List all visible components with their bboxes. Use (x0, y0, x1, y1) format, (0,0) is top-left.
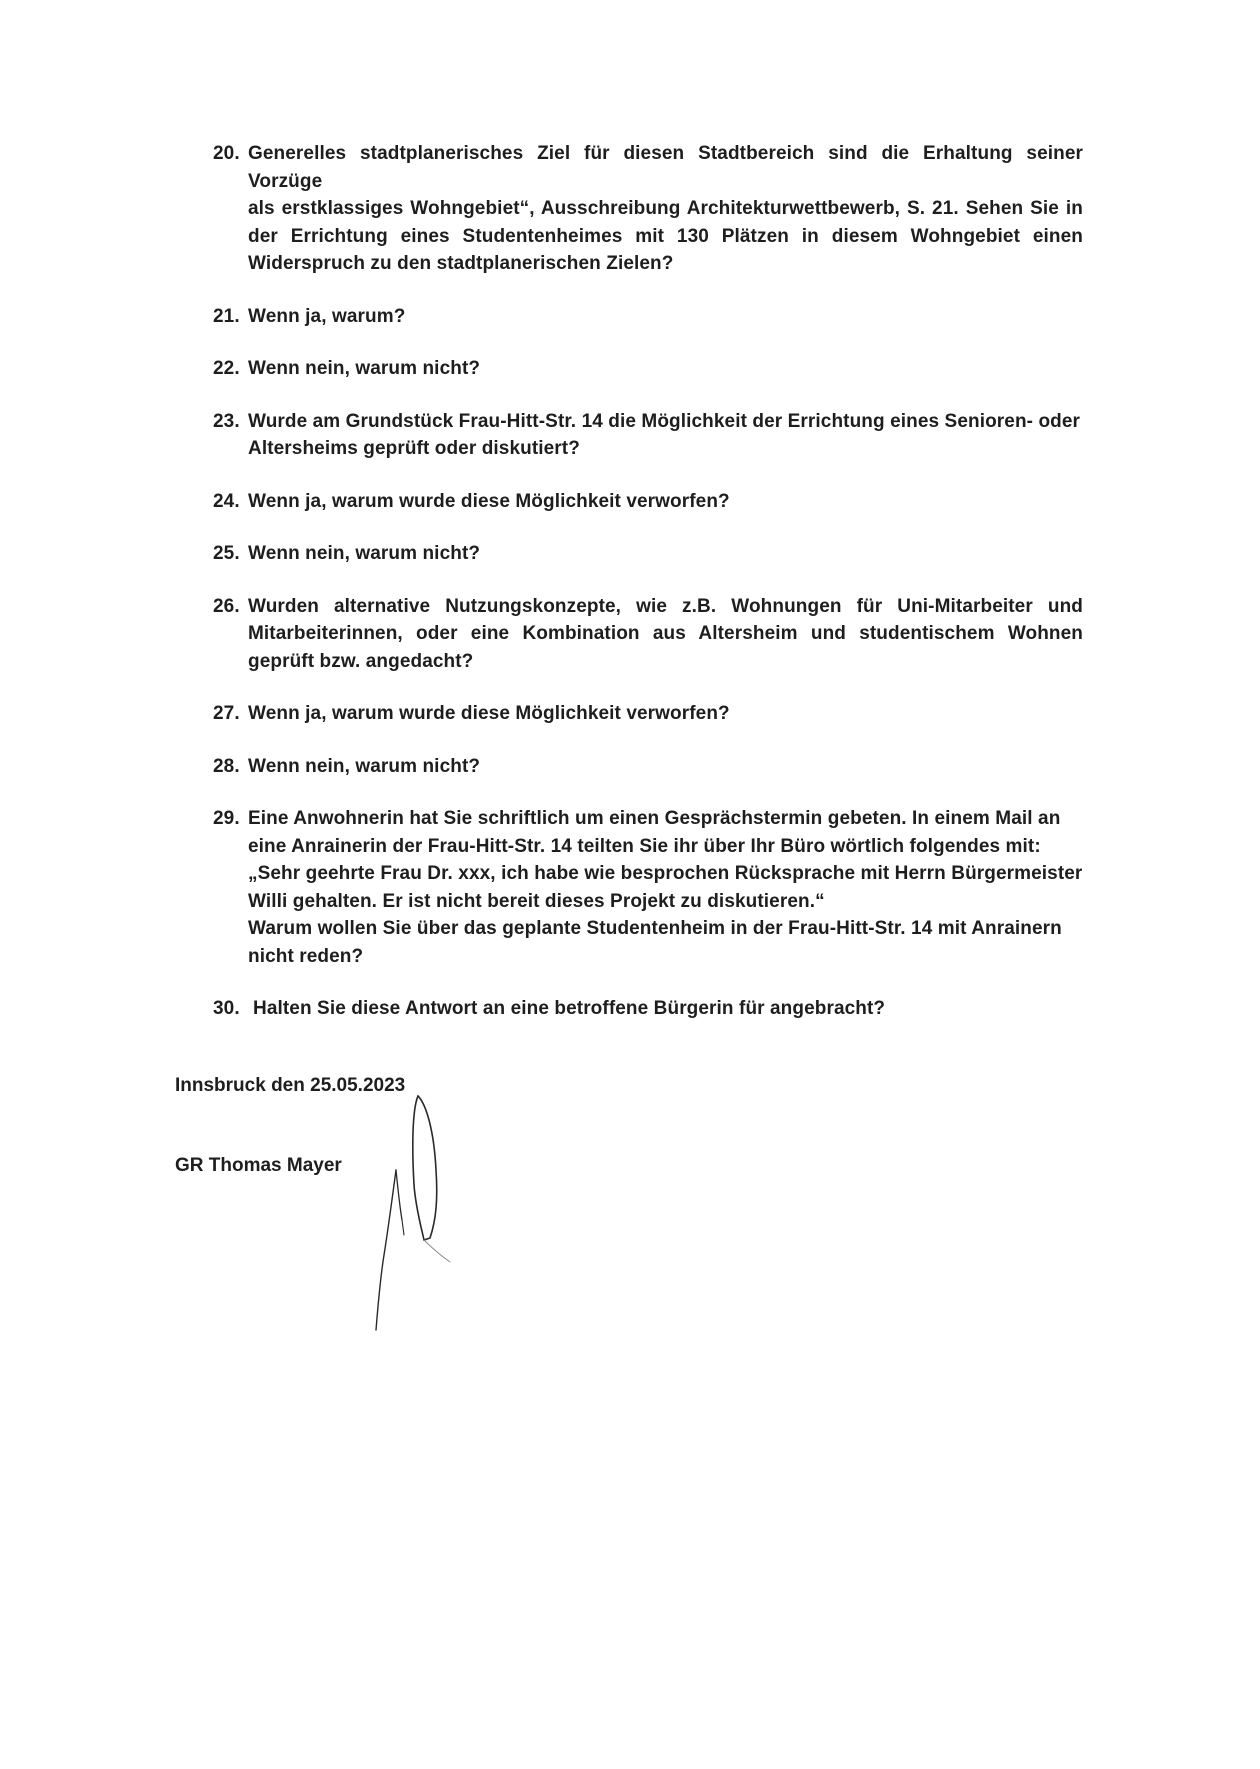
question-number: 25. (213, 543, 240, 564)
signature-stroke (376, 1170, 396, 1330)
question-text (248, 303, 1083, 331)
question-24 (213, 488, 1083, 516)
question-line: Eine Anwohnerin hat Sie schriftlich um einen Gesprächstermin gebeten. In einem Mail an (248, 808, 1061, 829)
question-line: Generelles stadtplanerisches Ziel für diesen Stadtbereich sind die Erhaltung seiner Vorzüge (248, 143, 1083, 192)
question-number: 30. (213, 998, 240, 1019)
question-30 (213, 995, 1083, 1023)
question-23 (213, 408, 1083, 463)
question-number: 29. (213, 808, 240, 829)
question-line: Willi gehalten. Er ist nicht bereit dieses Projekt zu diskutieren.“ (248, 890, 825, 912)
question-text (248, 700, 1083, 728)
signature-stroke (418, 1096, 437, 1240)
question-21 (213, 303, 1083, 331)
question-line: Wurde am Grundstück Frau-Hitt-Str. 14 die Möglichkeit der Errichtung eines Senioren- oder (248, 410, 1081, 432)
question-25 (213, 540, 1083, 568)
question-29 (213, 805, 1083, 970)
question-text (248, 753, 1083, 781)
question-line: Halten Sie diese Antwort an eine betroffene Bürgerin für angebracht? (253, 998, 886, 1019)
question-26 (213, 593, 1083, 676)
question-number: 27. (213, 703, 240, 724)
question-text (248, 805, 1083, 970)
question-line: Wenn ja, warum wurde diese Möglichkeit verworfen? (248, 490, 730, 512)
question-number: 21. (213, 305, 240, 327)
question-line: Wenn ja, warum? (248, 305, 406, 327)
signature-stroke (413, 1096, 424, 1240)
question-list (213, 140, 1083, 1048)
question-line: „Sehr geehrte Frau Dr. xxx, ich habe wie besprochen Rücksprache mit Herrn Bürgermeister (248, 863, 1083, 884)
question-line: Wenn nein, warum nicht? (248, 755, 481, 777)
question-line: Altersheims geprüft oder diskutiert? (248, 438, 580, 459)
question-number: 24. (213, 490, 240, 512)
question-number: 20. (213, 143, 240, 164)
question-number: 28. (213, 755, 240, 777)
question-line: Wenn nein, warum nicht? (248, 543, 481, 564)
signature-stroke (402, 1220, 404, 1235)
question-28 (213, 753, 1083, 781)
handwritten-signature (360, 1090, 480, 1340)
place-date: Innsbruck den 25.05.2023 (175, 1075, 406, 1096)
question-line: Widerspruch zu den stadtplanerischen Zielen? (248, 253, 674, 274)
signature-stroke (424, 1240, 450, 1262)
question-line: Wurden alternative Nutzungskonzepte, wie z.B. Wohnungen für Uni-Mitarbeiter und (248, 595, 1083, 617)
question-text (253, 995, 1083, 1023)
question-number: 26. (213, 595, 240, 617)
question-line: der Errichtung eines Studentenheimes mit 130 Plätzen in diesem Wohngebiet einen (248, 225, 1083, 247)
question-line: als erstklassiges Wohngebiet“, Ausschreibung Architekturwettbewerb, S. 21. Sehen Sie in (248, 198, 1083, 219)
question-number: 23. (213, 410, 240, 432)
question-line: Wenn ja, warum wurde diese Möglichkeit verworfen? (248, 703, 730, 724)
question-27 (213, 700, 1083, 728)
signature-stroke (396, 1170, 402, 1220)
question-text (248, 593, 1083, 676)
signatory-name: GR Thomas Mayer (175, 1155, 342, 1176)
question-line: Wenn nein, warum nicht? (248, 358, 481, 379)
question-22 (213, 355, 1083, 383)
question-text (248, 408, 1083, 463)
question-text (248, 488, 1083, 516)
question-line: Mitarbeiterinnen, oder eine Kombination aus Altersheim und studentischem Wohnen (248, 623, 1083, 644)
question-line: Warum wollen Sie über das geplante Studentenheim in der Frau-Hitt-Str. 14 mit Anrainern (248, 918, 1062, 939)
question-number: 22. (213, 358, 240, 379)
question-text (248, 355, 1083, 383)
question-line: eine Anrainerin der Frau-Hitt-Str. 14 teilten Sie ihr über Ihr Büro wörtlich folgendes mit: (248, 835, 1041, 857)
question-text (248, 140, 1083, 278)
question-text (248, 540, 1083, 568)
question-20 (213, 140, 1083, 278)
question-line: geprüft bzw. angedacht? (248, 650, 474, 672)
question-line: nicht reden? (248, 945, 364, 967)
